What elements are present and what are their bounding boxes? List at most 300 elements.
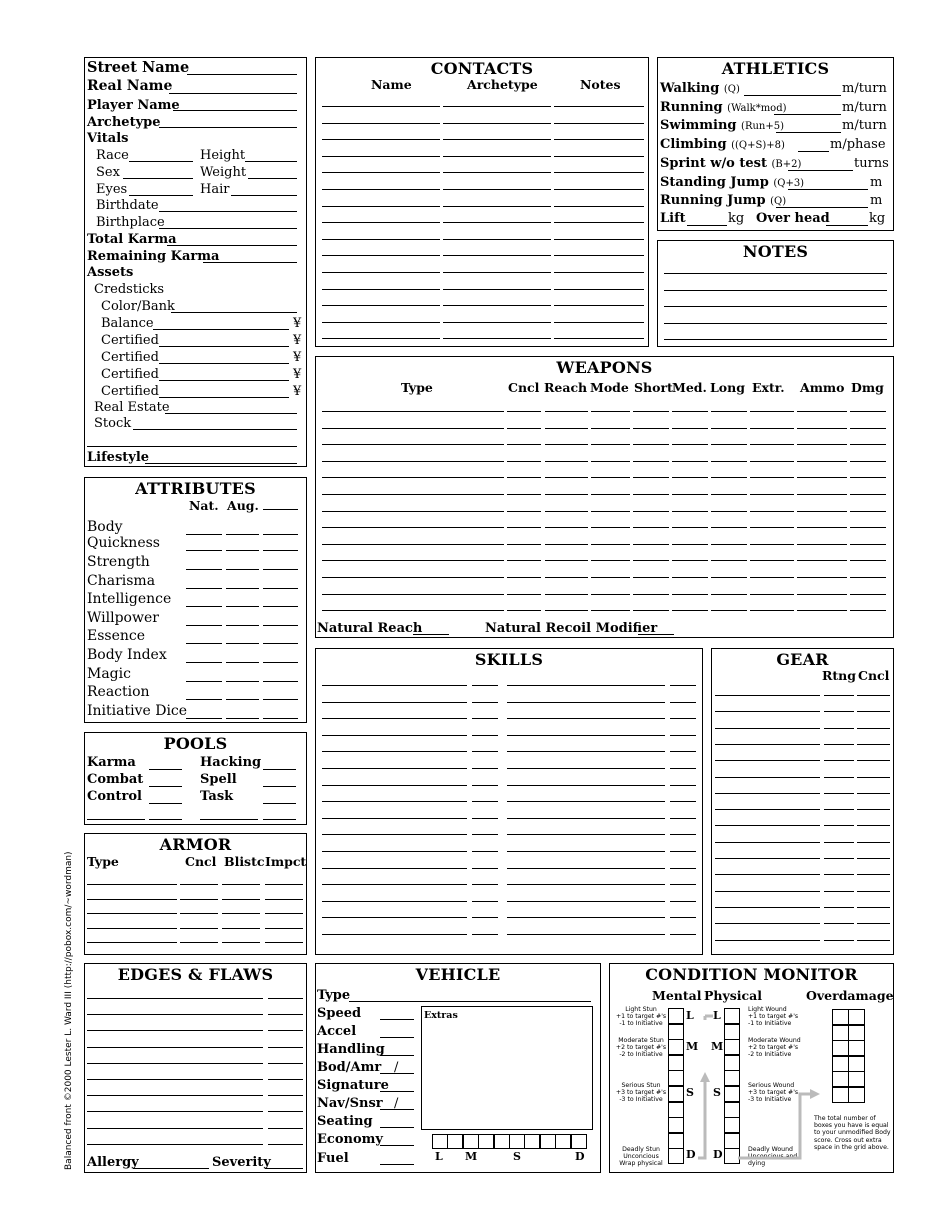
gear-cncl-field[interactable] [857, 744, 890, 745]
gear-item-field[interactable] [715, 760, 820, 761]
gear-item-field[interactable] [715, 793, 820, 794]
attribute-aug-field[interactable] [226, 588, 259, 589]
weapon-row-field[interactable] [633, 610, 669, 611]
weapon-row-field[interactable] [750, 477, 794, 478]
attribute-aug-field[interactable] [226, 718, 259, 719]
contact-archetype-field[interactable] [443, 222, 551, 223]
weapon-row-field[interactable] [672, 610, 708, 611]
weapon-row-field[interactable] [672, 477, 708, 478]
weapon-row-field[interactable] [711, 527, 747, 528]
weapon-row-field[interactable] [750, 577, 794, 578]
armor-impct-field[interactable] [265, 913, 303, 914]
weapon-row-field[interactable] [322, 544, 504, 545]
real-name-field[interactable] [169, 93, 297, 94]
gear-rating-field[interactable] [824, 744, 854, 745]
weapon-row-field[interactable] [672, 461, 708, 462]
weapon-row-field[interactable] [750, 544, 794, 545]
contact-archetype-field[interactable] [443, 289, 551, 290]
weapon-row-field[interactable] [633, 411, 669, 412]
weapon-row-field[interactable] [545, 494, 588, 495]
weapon-row-field[interactable] [545, 477, 588, 478]
gear-cncl-field[interactable] [857, 711, 890, 712]
attribute-nat-field[interactable] [186, 606, 222, 607]
pool-extra-value-field[interactable] [149, 819, 182, 820]
contact-archetype-field[interactable] [443, 305, 551, 306]
attribute-aug-field[interactable] [226, 643, 259, 644]
skill-name-field[interactable] [507, 901, 665, 902]
weapon-row-field[interactable] [591, 477, 630, 478]
skill-rating-field[interactable] [472, 901, 498, 902]
weapon-row-field[interactable] [322, 444, 504, 445]
vehicle-damage-box[interactable] [494, 1134, 510, 1149]
skill-name-field[interactable] [507, 702, 665, 703]
edge-flaw-value-field[interactable] [268, 1144, 303, 1145]
armor-type-field[interactable] [87, 928, 177, 929]
skill-rating-field[interactable] [472, 735, 498, 736]
armor-blistc-field[interactable] [222, 884, 260, 885]
attribute-aug-field[interactable] [226, 681, 259, 682]
skill-rating-field[interactable] [670, 685, 696, 686]
weapon-row-field[interactable] [507, 511, 541, 512]
weapon-row-field[interactable] [750, 594, 794, 595]
overdamage-box[interactable] [832, 1087, 849, 1103]
birthdate-field[interactable] [159, 211, 297, 212]
vehicle-stat-field[interactable] [380, 1145, 414, 1146]
weapon-row-field[interactable] [672, 544, 708, 545]
pool-extra-name-field[interactable] [200, 819, 258, 820]
skill-rating-field[interactable] [472, 934, 498, 935]
weapon-row-field[interactable] [545, 594, 588, 595]
weapon-row-field[interactable] [545, 461, 588, 462]
gear-rating-field[interactable] [824, 858, 854, 859]
attribute-nat-field[interactable] [186, 681, 222, 682]
vehicle-extras-box[interactable] [421, 1006, 593, 1130]
contact-name-field[interactable] [322, 305, 440, 306]
weapon-row-field[interactable] [545, 411, 588, 412]
weapon-row-field[interactable] [797, 461, 847, 462]
skill-rating-field[interactable] [472, 751, 498, 752]
attribute-nat-field[interactable] [186, 625, 222, 626]
skill-rating-field[interactable] [472, 768, 498, 769]
skill-name-field[interactable] [507, 851, 665, 852]
sprint-field[interactable] [788, 170, 853, 171]
weapon-row-field[interactable] [545, 560, 588, 561]
gear-cncl-field[interactable] [857, 874, 890, 875]
gear-item-field[interactable] [715, 874, 820, 875]
weapon-row-field[interactable] [507, 494, 541, 495]
skill-rating-field[interactable] [670, 735, 696, 736]
weapon-row-field[interactable] [591, 527, 630, 528]
gear-item-field[interactable] [715, 777, 820, 778]
skill-name-field[interactable] [322, 801, 467, 802]
contact-notes-field[interactable] [554, 272, 644, 273]
weapon-row-field[interactable] [797, 494, 847, 495]
skill-name-field[interactable] [507, 785, 665, 786]
edge-flaw-value-field[interactable] [268, 998, 303, 999]
natural-reach-field[interactable] [413, 634, 449, 635]
attribute-extra-field[interactable] [263, 681, 298, 682]
skill-name-field[interactable] [507, 917, 665, 918]
skill-name-field[interactable] [507, 685, 665, 686]
skill-name-field[interactable] [322, 785, 467, 786]
vehicle-damage-box[interactable] [447, 1134, 463, 1149]
gear-item-field[interactable] [715, 728, 820, 729]
edge-flaw-field[interactable] [87, 1095, 263, 1096]
street-name-field[interactable] [187, 74, 297, 75]
gear-item-field[interactable] [715, 744, 820, 745]
gear-item-field[interactable] [715, 825, 820, 826]
vehicle-damage-box[interactable] [463, 1134, 479, 1149]
contact-notes-field[interactable] [554, 322, 644, 323]
skill-name-field[interactable] [322, 768, 467, 769]
real-estate-field[interactable] [165, 413, 297, 414]
attribute-nat-field[interactable] [186, 662, 222, 663]
weapon-row-field[interactable] [545, 511, 588, 512]
attribute-extra-field[interactable] [263, 550, 298, 551]
gear-cncl-field[interactable] [857, 695, 890, 696]
weapon-row-field[interactable] [750, 461, 794, 462]
skill-rating-field[interactable] [472, 834, 498, 835]
weapon-row-field[interactable] [633, 560, 669, 561]
weapon-row-field[interactable] [591, 577, 630, 578]
weapon-row-field[interactable] [750, 411, 794, 412]
contact-name-field[interactable] [322, 172, 440, 173]
overdamage-box[interactable] [848, 1025, 865, 1041]
weapon-row-field[interactable] [545, 444, 588, 445]
weapon-row-field[interactable] [633, 477, 669, 478]
severity-field[interactable] [265, 1168, 303, 1169]
hair-field[interactable] [231, 195, 297, 196]
weapon-row-field[interactable] [850, 477, 886, 478]
vehicle-stat-field[interactable] [380, 1055, 414, 1056]
armor-impct-field[interactable] [265, 899, 303, 900]
over-head-field[interactable] [826, 225, 868, 226]
weapon-row-field[interactable] [711, 560, 747, 561]
edge-flaw-value-field[interactable] [268, 1095, 303, 1096]
certified-field[interactable] [159, 397, 289, 398]
weapon-row-field[interactable] [322, 411, 504, 412]
weapon-row-field[interactable] [850, 560, 886, 561]
weapon-row-field[interactable] [850, 428, 886, 429]
contact-archetype-field[interactable] [443, 139, 551, 140]
skill-rating-field[interactable] [472, 801, 498, 802]
armor-type-field[interactable] [87, 899, 177, 900]
notes-field[interactable] [664, 323, 887, 324]
skill-name-field[interactable] [322, 868, 467, 869]
gear-cncl-field[interactable] [857, 907, 890, 908]
contact-notes-field[interactable] [554, 156, 644, 157]
armor-cncl-field[interactable] [180, 913, 218, 914]
edge-flaw-field[interactable] [87, 1030, 263, 1031]
weapon-row-field[interactable] [850, 494, 886, 495]
weapon-row-field[interactable] [545, 610, 588, 611]
weapon-row-field[interactable] [507, 411, 541, 412]
overdamage-box[interactable] [832, 1071, 849, 1087]
contact-notes-field[interactable] [554, 206, 644, 207]
skill-rating-field[interactable] [472, 785, 498, 786]
weapon-row-field[interactable] [633, 444, 669, 445]
vehicle-damage-box[interactable] [478, 1134, 494, 1149]
attribute-aug-field[interactable] [226, 550, 259, 551]
overdamage-box[interactable] [848, 1009, 865, 1025]
weapon-row-field[interactable] [672, 444, 708, 445]
edge-flaw-field[interactable] [87, 1063, 263, 1064]
gear-rating-field[interactable] [824, 825, 854, 826]
weapon-row-field[interactable] [850, 610, 886, 611]
vehicle-damage-box[interactable] [524, 1134, 540, 1149]
skill-name-field[interactable] [322, 834, 467, 835]
weapon-row-field[interactable] [591, 444, 630, 445]
weapon-row-field[interactable] [672, 560, 708, 561]
weapon-row-field[interactable] [591, 494, 630, 495]
armor-type-field[interactable] [87, 942, 177, 943]
gear-item-field[interactable] [715, 842, 820, 843]
height-field[interactable] [245, 161, 297, 162]
weapon-row-field[interactable] [507, 527, 541, 528]
weapon-row-field[interactable] [322, 461, 504, 462]
skill-rating-field[interactable] [670, 751, 696, 752]
vehicle-type-field[interactable] [349, 1001, 591, 1002]
skill-name-field[interactable] [507, 818, 665, 819]
skill-name-field[interactable] [322, 884, 467, 885]
skill-rating-field[interactable] [670, 851, 696, 852]
weapon-row-field[interactable] [507, 477, 541, 478]
weapon-row-field[interactable] [797, 610, 847, 611]
edge-flaw-field[interactable] [87, 998, 263, 999]
swimming-field[interactable] [776, 132, 841, 133]
skill-rating-field[interactable] [670, 884, 696, 885]
weapon-row-field[interactable] [633, 527, 669, 528]
weapon-row-field[interactable] [711, 494, 747, 495]
weapon-row-field[interactable] [750, 511, 794, 512]
skill-rating-field[interactable] [670, 768, 696, 769]
gear-cncl-field[interactable] [857, 777, 890, 778]
skill-name-field[interactable] [322, 851, 467, 852]
attribute-aug-field[interactable] [226, 606, 259, 607]
remaining-karma-field[interactable] [203, 262, 297, 263]
weapon-row-field[interactable] [797, 544, 847, 545]
attribute-nat-field[interactable] [186, 550, 222, 551]
skill-name-field[interactable] [507, 768, 665, 769]
gear-rating-field[interactable] [824, 760, 854, 761]
archetype-field[interactable] [159, 127, 297, 128]
weapon-row-field[interactable] [633, 544, 669, 545]
attribute-aug-field[interactable] [226, 662, 259, 663]
weapon-row-field[interactable] [507, 610, 541, 611]
color-bank-field[interactable] [171, 312, 297, 313]
skill-rating-field[interactable] [670, 702, 696, 703]
skill-rating-field[interactable] [472, 718, 498, 719]
gear-cncl-field[interactable] [857, 842, 890, 843]
contact-notes-field[interactable] [554, 239, 644, 240]
gear-rating-field[interactable] [824, 940, 854, 941]
weapon-row-field[interactable] [633, 461, 669, 462]
skill-rating-field[interactable] [670, 718, 696, 719]
weapon-row-field[interactable] [711, 444, 747, 445]
attribute-extra-field[interactable] [263, 569, 298, 570]
gear-cncl-field[interactable] [857, 793, 890, 794]
weapon-row-field[interactable] [672, 527, 708, 528]
edge-flaw-field[interactable] [87, 1111, 263, 1112]
weapon-row-field[interactable] [507, 444, 541, 445]
pool-karma-field[interactable] [149, 769, 182, 770]
weapon-row-field[interactable] [591, 411, 630, 412]
vehicle-damage-box[interactable] [571, 1134, 587, 1149]
weapon-row-field[interactable] [322, 527, 504, 528]
skill-rating-field[interactable] [670, 801, 696, 802]
weapon-row-field[interactable] [750, 560, 794, 561]
edge-flaw-value-field[interactable] [268, 1014, 303, 1015]
skill-name-field[interactable] [322, 934, 467, 935]
weapon-row-field[interactable] [545, 428, 588, 429]
weapon-row-field[interactable] [750, 610, 794, 611]
stock-field[interactable] [133, 429, 297, 430]
weapon-row-field[interactable] [797, 444, 847, 445]
contact-archetype-field[interactable] [443, 123, 551, 124]
weapon-row-field[interactable] [633, 428, 669, 429]
contact-name-field[interactable] [322, 189, 440, 190]
weapon-row-field[interactable] [711, 411, 747, 412]
contact-name-field[interactable] [322, 255, 440, 256]
overdamage-box[interactable] [832, 1009, 849, 1025]
weapon-row-field[interactable] [850, 511, 886, 512]
skill-name-field[interactable] [322, 751, 467, 752]
vehicle-damage-box[interactable] [555, 1134, 571, 1149]
weapon-row-field[interactable] [750, 494, 794, 495]
attribute-nat-field[interactable] [186, 643, 222, 644]
weapon-row-field[interactable] [591, 544, 630, 545]
weapon-row-field[interactable] [507, 544, 541, 545]
edge-flaw-value-field[interactable] [268, 1111, 303, 1112]
contact-archetype-field[interactable] [443, 156, 551, 157]
edge-flaw-value-field[interactable] [268, 1063, 303, 1064]
pool-control-field[interactable] [149, 803, 182, 804]
attribute-extra-field[interactable] [263, 643, 298, 644]
contact-name-field[interactable] [322, 289, 440, 290]
gear-item-field[interactable] [715, 858, 820, 859]
certified-field[interactable] [159, 346, 289, 347]
weapon-row-field[interactable] [711, 594, 747, 595]
skill-rating-field[interactable] [670, 934, 696, 935]
weapon-row-field[interactable] [322, 511, 504, 512]
standing-jump-field[interactable] [788, 189, 868, 190]
weapon-row-field[interactable] [797, 428, 847, 429]
contact-notes-field[interactable] [554, 255, 644, 256]
weapon-row-field[interactable] [750, 428, 794, 429]
attribute-extra-field[interactable] [263, 606, 298, 607]
gear-item-field[interactable] [715, 711, 820, 712]
contact-notes-field[interactable] [554, 172, 644, 173]
weapon-row-field[interactable] [672, 411, 708, 412]
weapon-row-field[interactable] [672, 577, 708, 578]
edge-flaw-field[interactable] [87, 1014, 263, 1015]
edge-flaw-value-field[interactable] [268, 1128, 303, 1129]
pool-hacking-field[interactable] [263, 769, 296, 770]
weapon-row-field[interactable] [797, 560, 847, 561]
gear-item-field[interactable] [715, 907, 820, 908]
allergy-field[interactable] [133, 1168, 209, 1169]
contact-archetype-field[interactable] [443, 322, 551, 323]
gear-rating-field[interactable] [824, 923, 854, 924]
skill-name-field[interactable] [507, 934, 665, 935]
gear-rating-field[interactable] [824, 891, 854, 892]
edge-flaw-field[interactable] [87, 1144, 263, 1145]
contact-name-field[interactable] [322, 106, 440, 107]
weapon-row-field[interactable] [322, 477, 504, 478]
birthplace-field[interactable] [159, 228, 297, 229]
contact-archetype-field[interactable] [443, 239, 551, 240]
weapon-row-field[interactable] [672, 511, 708, 512]
gear-rating-field[interactable] [824, 777, 854, 778]
weapon-row-field[interactable] [850, 444, 886, 445]
edge-flaw-value-field[interactable] [268, 1047, 303, 1048]
certified-field[interactable] [159, 363, 289, 364]
gear-cncl-field[interactable] [857, 940, 890, 941]
contact-notes-field[interactable] [554, 139, 644, 140]
race-field[interactable] [129, 161, 193, 162]
edge-flaw-value-field[interactable] [268, 1030, 303, 1031]
weapon-row-field[interactable] [591, 610, 630, 611]
notes-field[interactable] [664, 273, 887, 274]
skill-name-field[interactable] [507, 751, 665, 752]
gear-cncl-field[interactable] [857, 891, 890, 892]
weapon-row-field[interactable] [797, 594, 847, 595]
weapon-row-field[interactable] [797, 577, 847, 578]
skill-rating-field[interactable] [670, 901, 696, 902]
gear-item-field[interactable] [715, 695, 820, 696]
gear-cncl-field[interactable] [857, 809, 890, 810]
gear-item-field[interactable] [715, 940, 820, 941]
armor-type-field[interactable] [87, 884, 177, 885]
contact-name-field[interactable] [322, 123, 440, 124]
attribute-aug-field[interactable] [226, 699, 259, 700]
weapon-row-field[interactable] [711, 428, 747, 429]
walking-field[interactable] [744, 95, 841, 96]
skill-rating-field[interactable] [472, 884, 498, 885]
armor-blistc-field[interactable] [222, 928, 260, 929]
overdamage-box[interactable] [848, 1071, 865, 1087]
skill-name-field[interactable] [322, 735, 467, 736]
contact-name-field[interactable] [322, 239, 440, 240]
weapon-row-field[interactable] [507, 577, 541, 578]
weapon-row-field[interactable] [850, 594, 886, 595]
contact-archetype-field[interactable] [443, 172, 551, 173]
attributes-extra-header-field[interactable] [263, 509, 298, 510]
skill-name-field[interactable] [322, 818, 467, 819]
running-jump-field[interactable] [776, 207, 868, 208]
skill-name-field[interactable] [507, 718, 665, 719]
vehicle-stat-field[interactable] [380, 1127, 414, 1128]
gear-cncl-field[interactable] [857, 760, 890, 761]
notes-field[interactable] [664, 290, 887, 291]
contact-notes-field[interactable] [554, 289, 644, 290]
overdamage-box[interactable] [832, 1025, 849, 1041]
contact-archetype-field[interactable] [443, 206, 551, 207]
weapon-row-field[interactable] [672, 494, 708, 495]
attribute-nat-field[interactable] [186, 569, 222, 570]
gear-item-field[interactable] [715, 809, 820, 810]
gear-rating-field[interactable] [824, 809, 854, 810]
gear-cncl-field[interactable] [857, 858, 890, 859]
attribute-aug-field[interactable] [226, 625, 259, 626]
armor-blistc-field[interactable] [222, 942, 260, 943]
weapon-row-field[interactable] [507, 594, 541, 595]
contact-archetype-field[interactable] [443, 106, 551, 107]
skill-rating-field[interactable] [472, 702, 498, 703]
weapon-row-field[interactable] [322, 560, 504, 561]
vehicle-stat-field[interactable] [380, 1164, 414, 1165]
eyes-field[interactable] [129, 195, 193, 196]
